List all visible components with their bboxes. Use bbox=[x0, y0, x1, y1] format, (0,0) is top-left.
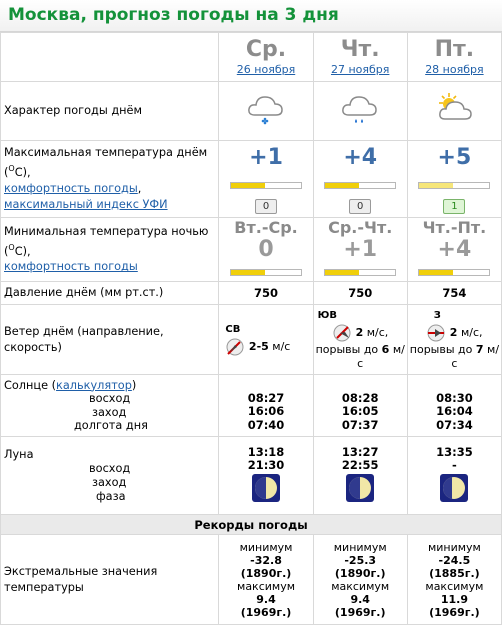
moon-label: Луна bbox=[4, 447, 34, 461]
gusts-unit: м/с bbox=[357, 342, 405, 370]
moonset-time: 22:55 bbox=[341, 458, 379, 473]
comfort-bar-fill bbox=[325, 270, 359, 275]
night-period: Вт.-Ср. bbox=[234, 218, 298, 237]
sunrise-time: 08:27 bbox=[247, 390, 285, 405]
min-temp-value: +1 bbox=[343, 237, 378, 262]
comfort-bar bbox=[230, 182, 302, 189]
comfort-bar-fill bbox=[231, 270, 265, 275]
min-temp-unit: C), bbox=[14, 244, 31, 258]
record-min-value: -32.8 bbox=[250, 553, 282, 567]
page-title: Москва, прогноз погоды на 3 дня bbox=[0, 0, 502, 32]
record-max-label: максимум bbox=[331, 579, 390, 593]
records-header: Рекорды погоды bbox=[1, 515, 502, 535]
min-temp-row bbox=[1, 218, 502, 282]
day-col-0 bbox=[219, 33, 313, 82]
max-temp-value: +1 bbox=[249, 144, 283, 170]
daylength-value: 07:37 bbox=[341, 417, 379, 432]
gusts-value: 7 bbox=[475, 342, 484, 356]
min-temp-cell-1 bbox=[313, 218, 407, 282]
wind-compass-icon bbox=[225, 337, 245, 357]
moon-phase-icon bbox=[440, 474, 468, 502]
wind-speed: 2-5 bbox=[248, 339, 269, 353]
sun-cell-2 bbox=[407, 375, 501, 437]
night-period: Чт.-Пт. bbox=[422, 218, 487, 237]
sunrise-time: 08:28 bbox=[341, 390, 379, 405]
moonrise-label: восход bbox=[89, 461, 131, 475]
sunset-time: 16:04 bbox=[436, 404, 473, 419]
weather-cell-0 bbox=[219, 82, 313, 141]
comfort-bar-fill bbox=[231, 183, 265, 188]
records-header-row bbox=[1, 515, 502, 535]
moonset-label: заход bbox=[92, 475, 127, 489]
night-period: Ср.-Чт. bbox=[328, 218, 393, 237]
record-min-label: минимум bbox=[333, 540, 387, 554]
moonset-time: 21:30 bbox=[247, 458, 285, 473]
day-col-1 bbox=[313, 33, 407, 82]
min-temp-cell-2 bbox=[407, 218, 501, 282]
max-temp-cell-0 bbox=[219, 141, 313, 218]
max-temp-unit: C), bbox=[14, 165, 31, 179]
comfort-bar bbox=[324, 269, 396, 276]
comfort-bar bbox=[230, 269, 302, 276]
record-min-label: минимум bbox=[427, 540, 481, 554]
comfort-bar bbox=[418, 182, 490, 189]
header-empty-cell bbox=[1, 33, 219, 82]
max-temp-label-cell: Максимальная температура днём ($^O$C), комфортность погоды, максимальный индекс УФИ bbox=[1, 141, 219, 218]
pressure-value: 754 bbox=[407, 282, 501, 305]
sunset-label: заход bbox=[92, 405, 127, 419]
cloud-rain-icon bbox=[339, 89, 381, 129]
day-col-2 bbox=[407, 33, 501, 82]
moon-cell-0 bbox=[219, 437, 313, 515]
min-temp-cell-0 bbox=[219, 218, 313, 282]
wind-direction: З bbox=[433, 309, 441, 321]
max-temp-row bbox=[1, 141, 502, 218]
sunrise-time: 08:30 bbox=[436, 390, 473, 405]
daylength-value: 07:40 bbox=[247, 417, 285, 432]
wind-compass-icon bbox=[426, 323, 446, 343]
sun-row bbox=[1, 375, 502, 437]
min-temp-label: Минимальная температура ночью ( bbox=[4, 224, 209, 258]
comfort-bar-fill bbox=[419, 183, 453, 188]
uv-badge: 0 bbox=[255, 199, 277, 214]
uv-badge: 1 bbox=[443, 199, 465, 214]
wind-direction: ЮВ bbox=[317, 309, 337, 321]
wind-unit: м/с bbox=[272, 339, 291, 353]
wind-cell-0 bbox=[219, 305, 313, 375]
wind-unit: м/с, bbox=[460, 325, 483, 339]
record-cell-0 bbox=[219, 535, 313, 625]
record-min-label: минимум bbox=[239, 540, 293, 554]
moon-cell-2 bbox=[407, 437, 501, 515]
record-min-year: (1890г.) bbox=[334, 566, 386, 580]
record-min-value: -25.3 bbox=[344, 553, 377, 567]
comfort-bar-fill bbox=[419, 270, 453, 275]
record-min-year: (1890г.) bbox=[240, 566, 292, 580]
moon-phase-icon bbox=[252, 474, 280, 502]
pressure-value: 750 bbox=[219, 282, 313, 305]
max-temp-cell-1 bbox=[313, 141, 407, 218]
record-max-year: (1969г.) bbox=[240, 605, 292, 619]
record-max-year: (1969г.) bbox=[429, 605, 480, 619]
day-date-link[interactable]: 26 ноября bbox=[236, 63, 296, 76]
day-header-row bbox=[1, 33, 502, 82]
wind-label: Ветер днём (направление, скорость) bbox=[1, 305, 219, 375]
phase-label: фаза bbox=[96, 489, 126, 503]
comfort-bar bbox=[324, 182, 396, 189]
record-cell-1 bbox=[313, 535, 407, 625]
min-temp-value: +4 bbox=[437, 237, 472, 262]
min-temp-value: 0 bbox=[258, 237, 274, 262]
sun-calculator-link[interactable]: калькулятор bbox=[56, 378, 132, 392]
partly-cloudy-icon bbox=[433, 89, 475, 129]
record-max-label: максимум bbox=[237, 579, 296, 593]
min-temp-label-cell bbox=[1, 218, 219, 282]
weather-cell-1 bbox=[313, 82, 407, 141]
wind-cell-1 bbox=[313, 305, 407, 375]
wind-speed: 2 bbox=[355, 325, 364, 339]
max-temp-label: Максимальная температура днём ( bbox=[4, 146, 208, 179]
weather-cell-2 bbox=[407, 82, 501, 141]
max-temp-value: +5 bbox=[437, 144, 472, 170]
max-temp-cell-2 bbox=[407, 141, 501, 218]
max-temp-value: +4 bbox=[343, 144, 378, 170]
day-date-link[interactable]: 28 ноября bbox=[425, 63, 484, 76]
gusts-value: 6 bbox=[381, 342, 390, 356]
extreme-label: Экстремальные значения температуры bbox=[1, 535, 219, 625]
record-max-year: (1969г.) bbox=[334, 605, 386, 619]
comfort-bar bbox=[418, 269, 490, 276]
moon-cell-1 bbox=[313, 437, 407, 515]
sun-cell-0 bbox=[219, 375, 313, 437]
pressure-label: Давление днём (мм рт.ст.) bbox=[1, 282, 219, 305]
wind-unit: м/с, bbox=[366, 325, 389, 339]
comfort-link-night[interactable]: комфортность погоды bbox=[4, 260, 138, 274]
daylength-value: 07:34 bbox=[436, 417, 473, 432]
comfort-bar-fill bbox=[325, 183, 359, 188]
day-date-link[interactable]: 27 ноября bbox=[330, 63, 390, 76]
gusts-prefix: порывы до bbox=[409, 342, 473, 356]
record-max-value: 9.4 bbox=[256, 592, 276, 606]
wind-cell-2 bbox=[407, 305, 501, 375]
degree-sign: O bbox=[8, 242, 15, 252]
wind-compass-icon bbox=[332, 323, 352, 343]
sunset-time: 16:05 bbox=[341, 404, 379, 419]
sunrise-label: восход bbox=[89, 392, 131, 405]
pressure-value: 750 bbox=[313, 282, 407, 305]
moonrise-time: 13:18 bbox=[247, 444, 285, 459]
sunset-time: 16:06 bbox=[247, 404, 285, 419]
forecast-table bbox=[0, 32, 502, 625]
day-name: Чт. bbox=[340, 37, 380, 62]
sun-cell-1 bbox=[313, 375, 407, 437]
wind-row bbox=[1, 305, 502, 375]
wind-direction: СВ bbox=[225, 323, 241, 335]
uv-index-link[interactable]: максимальный индекс УФИ bbox=[4, 197, 168, 211]
uv-badge: 0 bbox=[349, 199, 371, 214]
moon-phase-icon bbox=[346, 474, 374, 502]
wind-speed: 2 bbox=[449, 325, 458, 339]
degree-sign: O bbox=[8, 164, 15, 174]
record-max-label: максимум bbox=[425, 579, 484, 593]
moonrise-time: 13:27 bbox=[341, 444, 379, 459]
comfort-link[interactable]: комфортность погоды bbox=[4, 181, 138, 195]
record-min-year: (1885г.) bbox=[429, 566, 480, 580]
extreme-row bbox=[1, 535, 502, 625]
weather-row bbox=[1, 82, 502, 141]
moonset-time: - bbox=[452, 458, 457, 473]
pressure-row bbox=[1, 282, 502, 305]
sun-label-cell bbox=[1, 375, 219, 437]
record-min-value: -24.5 bbox=[438, 553, 471, 567]
moonrise-time: 13:35 bbox=[436, 444, 473, 459]
record-max-value: 11.9 bbox=[440, 592, 468, 606]
moon-label-cell bbox=[1, 437, 219, 515]
daylength-label: долгота дня bbox=[74, 419, 148, 432]
moon-row bbox=[1, 437, 502, 515]
day-name: Пт. bbox=[434, 37, 475, 62]
day-name: Ср. bbox=[245, 37, 287, 62]
record-max-value: 9.4 bbox=[350, 592, 370, 606]
cloud-snow-icon bbox=[245, 89, 287, 129]
weather-label: Характер погоды днём bbox=[1, 82, 219, 141]
record-cell-2 bbox=[407, 535, 501, 625]
gusts-unit: м/с bbox=[451, 342, 500, 370]
sun-label-end: ) bbox=[131, 378, 137, 392]
gusts-prefix: порывы до bbox=[315, 342, 379, 356]
sun-label: Солнце ( bbox=[4, 378, 57, 392]
